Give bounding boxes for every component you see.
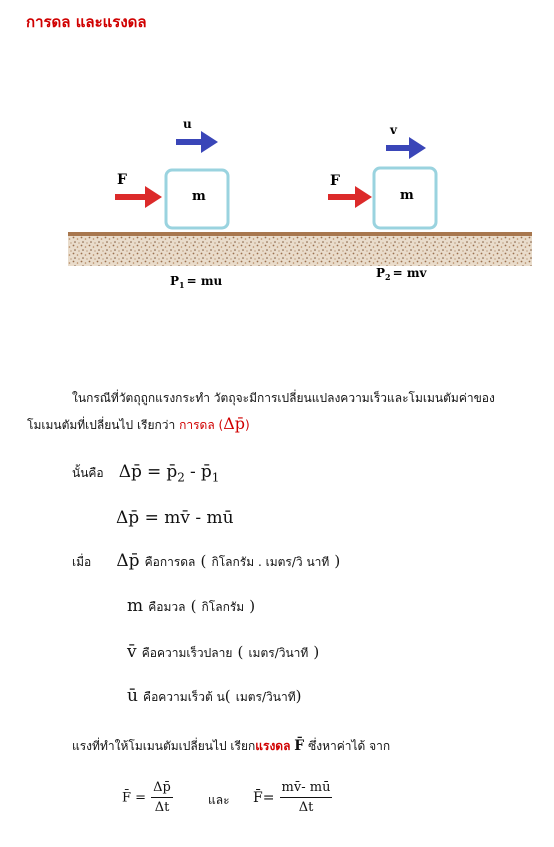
- and-label: และ: [208, 793, 230, 807]
- def1-text: คือการดล: [144, 555, 196, 569]
- velocity-label-right: v: [390, 123, 397, 137]
- impulse-term: การดล: [179, 418, 215, 432]
- f1-denominator: Δt: [154, 800, 170, 815]
- eq1-prefix: นั้นคือ: [72, 466, 104, 480]
- f1-lhs: F̄ =: [122, 790, 147, 806]
- definition-final-velocity: [127, 642, 319, 663]
- f2-denominator: Δt: [298, 800, 314, 815]
- ground-texture: [68, 236, 532, 266]
- momentum-label-left: $P_1$ = mu: [170, 274, 223, 290]
- definition-mass: [127, 596, 255, 617]
- impulse-symbol: Δp̄: [223, 414, 246, 433]
- def3-text: คือความเร็วปลาย: [141, 646, 233, 660]
- force-label-right: F: [330, 173, 340, 189]
- def2-symbol: m: [127, 596, 144, 616]
- def1-unit: กิโลกรัม . เมตร/วิ นาที: [211, 555, 330, 569]
- impulsive-force-term: แรงดล: [255, 739, 291, 753]
- equation-impulse-mass-velocity: Δp̄ = mv̄ - mū: [116, 508, 234, 528]
- def3-unit-close: ): [313, 643, 320, 661]
- eq1-lhs: Δp̄: [118, 462, 142, 482]
- definition-initial-velocity: [127, 686, 302, 707]
- def3-unit: เมตร/วินาที: [248, 646, 309, 660]
- mass-label-left: m: [192, 189, 206, 204]
- intro-line-2: [27, 414, 250, 435]
- force-arrow-left: [115, 186, 162, 208]
- velocity-label-left: u: [183, 117, 192, 131]
- force-prefix: แรงที่ทำให้โมเมนตัมเปลี่ยนไป เรียก: [72, 739, 256, 753]
- mass-label-right: m: [400, 188, 414, 203]
- velocity-arrow-left: [176, 131, 218, 153]
- def4-symbol: ū: [127, 686, 138, 706]
- force-arrow-right: [328, 186, 372, 208]
- def4-text: คือความเร็วต้ น: [143, 690, 225, 704]
- def4-unit-close: ): [295, 687, 302, 705]
- eq1-equals: =: [147, 462, 162, 482]
- def3-unit-open: (: [237, 643, 244, 661]
- def4-unit: เมตร/วินาที: [235, 690, 296, 704]
- velocity-arrow-right: [386, 137, 426, 159]
- eq1-initial-momentum: $p̄_1$: [200, 462, 220, 485]
- ground-line: [68, 232, 532, 236]
- momentum-label-right: $P_2$ = mv: [376, 266, 427, 282]
- def1-unit-open: (: [200, 552, 207, 570]
- eq1-final-momentum: $p̄_2$: [166, 462, 185, 485]
- force-suffix: ซึ่งหาค่าได้ จาก: [308, 739, 391, 753]
- def3-symbol: v̄: [127, 642, 137, 662]
- eq1-minus: -: [189, 462, 196, 482]
- f1-fraction: [151, 780, 173, 816]
- impulsive-force-symbol: F̄: [294, 738, 305, 754]
- intro-line-1: ในกรณีที่วัตถุถูกแรงกระทำ วัตถุจะมีการเปลี่ยนแปลงความเร็วและโมเมนตัมค่าของ: [72, 391, 495, 405]
- page-title: การดล และแรงดล: [26, 13, 147, 31]
- force-label-left: F: [117, 172, 127, 188]
- def2-unit: กิโลกรัม: [201, 600, 245, 614]
- def4-unit-open: (: [224, 687, 231, 705]
- f2-lhs: F̄=: [253, 790, 275, 806]
- impulse-symbol-open: (: [218, 418, 224, 432]
- def2-text: คือมวล: [148, 600, 186, 614]
- impulsive-force-sentence: [72, 737, 390, 756]
- definition-impulse: [72, 551, 340, 572]
- def1-symbol: Δp̄: [116, 551, 140, 571]
- equation-impulse-difference: [72, 462, 219, 484]
- formula-force-impulse: [122, 780, 173, 816]
- intro-line-2-prefix: โมเมนตัมที่เปลี่ยนไป เรียกว่า: [27, 418, 180, 432]
- def1-unit-close: ): [334, 552, 341, 570]
- f2-fraction: [280, 780, 333, 816]
- f2-numerator: mv̄- mū: [280, 780, 333, 798]
- f1-numerator: Δp̄: [151, 780, 173, 798]
- impulse-symbol-close: ): [245, 418, 250, 432]
- momentum-diagram: [0, 100, 554, 300]
- def2-unit-close: ): [249, 597, 256, 615]
- formula-force-velocity: [253, 780, 332, 816]
- when-label: เมื่อ: [72, 555, 92, 569]
- def2-unit-open: (: [190, 597, 197, 615]
